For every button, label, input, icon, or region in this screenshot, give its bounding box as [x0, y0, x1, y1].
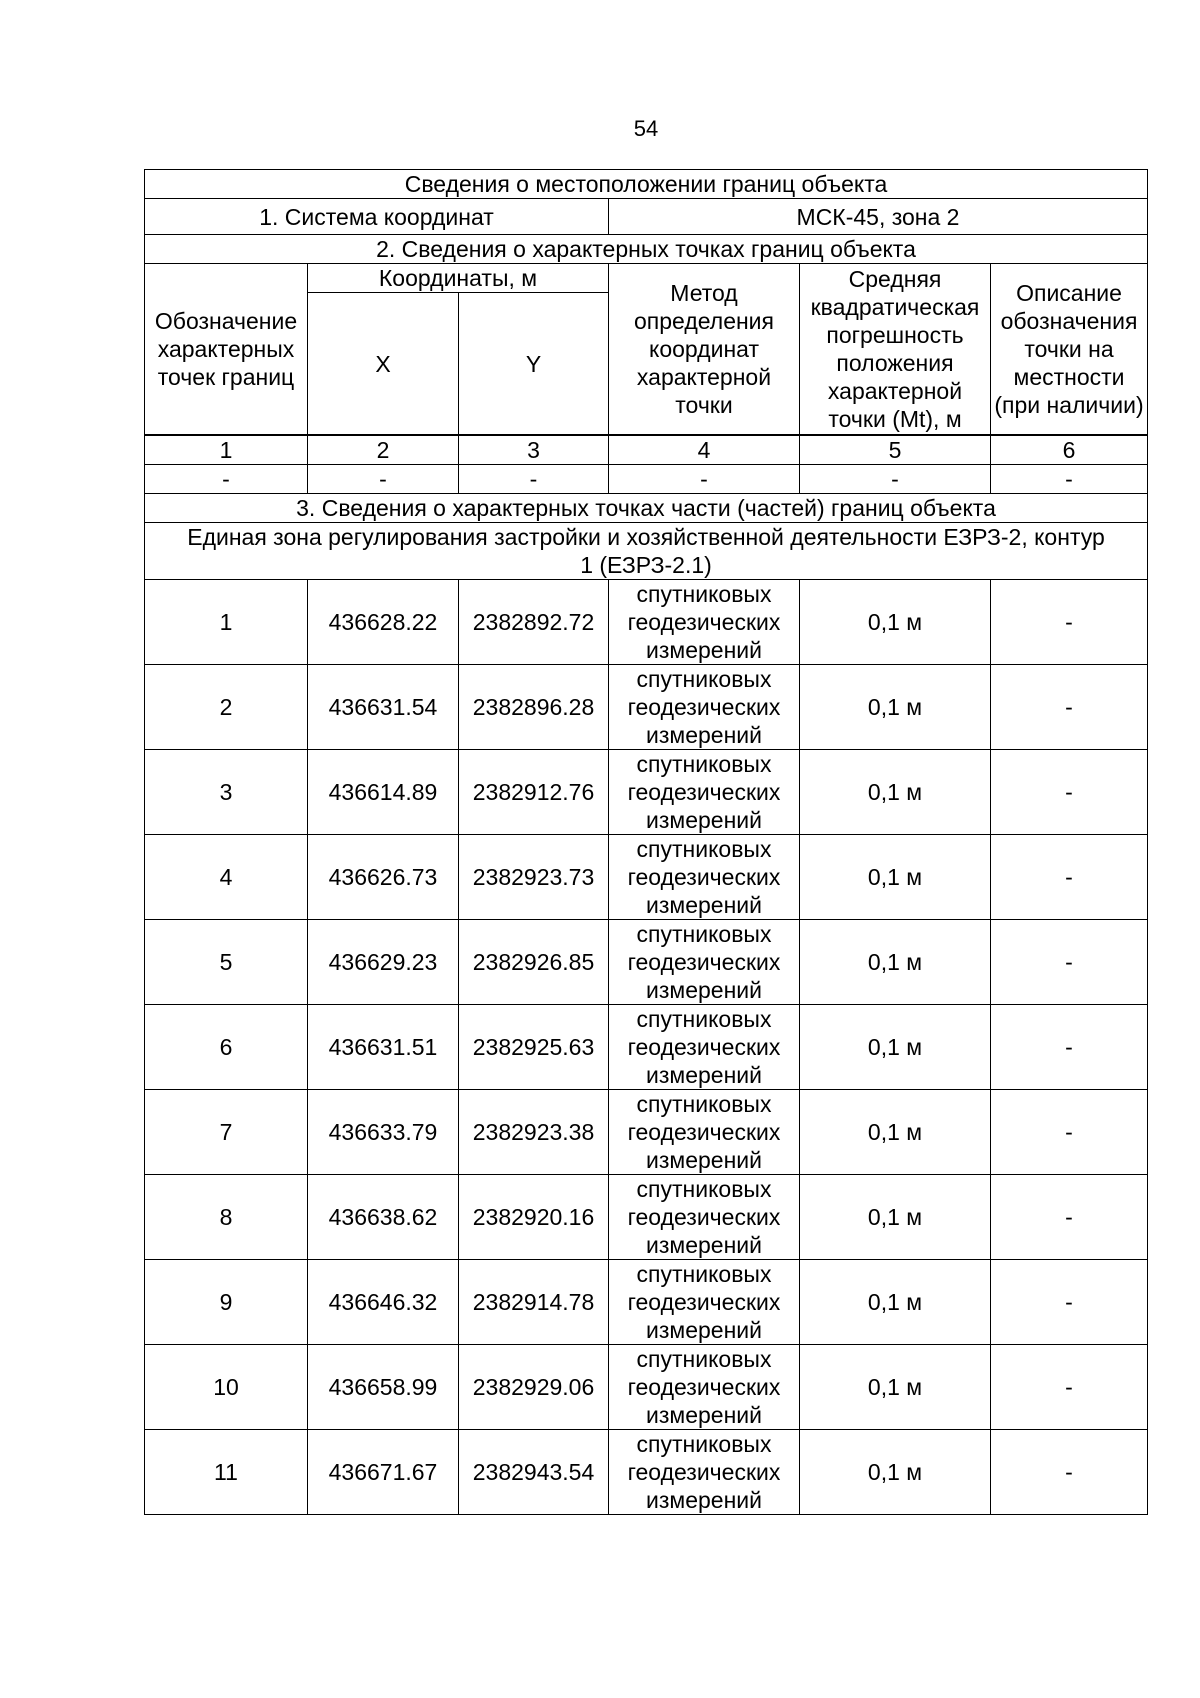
point-method: спутниковых геодезических измерений [609, 1005, 800, 1090]
point-method: спутниковых геодезических измерений [609, 835, 800, 920]
table-row [145, 665, 1148, 750]
point-number: 10 [145, 1345, 308, 1430]
empty-cell: - [308, 465, 459, 494]
table-title: Сведения о местоположении границ объекта [145, 170, 1148, 199]
coord-system-value: МСК-45, зона 2 [609, 199, 1148, 235]
point-description: - [991, 1175, 1148, 1260]
point-number: 11 [145, 1430, 308, 1515]
point-number: 2 [145, 665, 308, 750]
section2-title: 2. Сведения о характерных точках границ объекта [145, 235, 1148, 264]
coord-system-label: 1. Система координат [145, 199, 609, 235]
point-y: 2382896.28 [459, 665, 609, 750]
point-x: 436671.67 [308, 1430, 459, 1515]
point-error: 0,1 м [800, 1005, 991, 1090]
boundary-points-table [144, 169, 1148, 1515]
point-y: 2382926.85 [459, 920, 609, 1005]
point-error: 0,1 м [800, 750, 991, 835]
point-description: - [991, 1345, 1148, 1430]
point-error: 0,1 м [800, 1430, 991, 1515]
table-row [145, 920, 1148, 1005]
point-y: 2382912.76 [459, 750, 609, 835]
point-error: 0,1 м [800, 835, 991, 920]
point-x: 436631.51 [308, 1005, 459, 1090]
header-error: Средняя квадратическая погрешность положения характерной точки (Mt), м [800, 264, 991, 436]
point-x: 436658.99 [308, 1345, 459, 1430]
column-number: 3 [459, 435, 609, 465]
point-description: - [991, 1260, 1148, 1345]
point-description: - [991, 1005, 1148, 1090]
header-y: Y [459, 293, 609, 436]
point-error: 0,1 м [800, 580, 991, 665]
point-x: 436614.89 [308, 750, 459, 835]
header-coordinates: Координаты, м [308, 264, 609, 293]
point-x: 436626.73 [308, 835, 459, 920]
point-number: 9 [145, 1260, 308, 1345]
table-row [145, 580, 1148, 665]
table-row [145, 835, 1148, 920]
column-number: 1 [145, 435, 308, 465]
point-method: спутниковых геодезических измерений [609, 920, 800, 1005]
header-description: Описание обозначения точки на местности (при наличии) [991, 264, 1148, 436]
point-x: 436638.62 [308, 1175, 459, 1260]
point-description: - [991, 580, 1148, 665]
empty-cell: - [991, 465, 1148, 494]
point-description: - [991, 835, 1148, 920]
point-x: 436629.23 [308, 920, 459, 1005]
point-y: 2382923.38 [459, 1090, 609, 1175]
point-method: спутниковых геодезических измерений [609, 750, 800, 835]
point-error: 0,1 м [800, 665, 991, 750]
point-method: спутниковых геодезических измерений [609, 1345, 800, 1430]
point-x: 436633.79 [308, 1090, 459, 1175]
table-row [145, 1090, 1148, 1175]
table-row [145, 1005, 1148, 1090]
point-number: 4 [145, 835, 308, 920]
point-y: 2382914.78 [459, 1260, 609, 1345]
point-y: 2382943.54 [459, 1430, 609, 1515]
point-error: 0,1 м [800, 1345, 991, 1430]
column-number: 6 [991, 435, 1148, 465]
point-y: 2382925.63 [459, 1005, 609, 1090]
point-number: 3 [145, 750, 308, 835]
point-x: 436628.22 [308, 580, 459, 665]
point-method: спутниковых геодезических измерений [609, 1090, 800, 1175]
point-method: спутниковых геодезических измерений [609, 1260, 800, 1345]
header-method: Метод определения координат характерной точки [609, 264, 800, 436]
page-number: 54 [633, 116, 659, 141]
point-description: - [991, 920, 1148, 1005]
point-method: спутниковых геодезических измерений [609, 1430, 800, 1515]
point-y: 2382923.73 [459, 835, 609, 920]
empty-cell: - [459, 465, 609, 494]
point-x: 436646.32 [308, 1260, 459, 1345]
point-number: 1 [145, 580, 308, 665]
point-y: 2382929.06 [459, 1345, 609, 1430]
point-number: 8 [145, 1175, 308, 1260]
point-description: - [991, 1430, 1148, 1515]
table-row [145, 1260, 1148, 1345]
column-number: 5 [800, 435, 991, 465]
point-number: 5 [145, 920, 308, 1005]
point-description: - [991, 750, 1148, 835]
point-error: 0,1 м [800, 1090, 991, 1175]
empty-cell: - [145, 465, 308, 494]
point-y: 2382920.16 [459, 1175, 609, 1260]
header-x: X [308, 293, 459, 436]
section3-title: 3. Сведения о характерных точках части (частей) границ объекта [145, 494, 1148, 523]
point-method: спутниковых геодезических измерений [609, 665, 800, 750]
point-error: 0,1 м [800, 1260, 991, 1345]
point-description: - [991, 1090, 1148, 1175]
column-number: 2 [308, 435, 459, 465]
point-error: 0,1 м [800, 920, 991, 1005]
point-error: 0,1 м [800, 1175, 991, 1260]
table-row [145, 1345, 1148, 1430]
point-y: 2382892.72 [459, 580, 609, 665]
table-row [145, 1430, 1148, 1515]
column-number: 4 [609, 435, 800, 465]
table-row [145, 750, 1148, 835]
empty-cell: - [800, 465, 991, 494]
point-description: - [991, 665, 1148, 750]
table-row [145, 1175, 1148, 1260]
header-point-designation: Обозначение характерных точек границ [145, 264, 308, 436]
point-x: 436631.54 [308, 665, 459, 750]
point-method: спутниковых геодезических измерений [609, 1175, 800, 1260]
point-number: 6 [145, 1005, 308, 1090]
empty-cell: - [609, 465, 800, 494]
zone-title: Единая зона регулирования застройки и хозяйственной деятельности ЕЗРЗ-2, контур 1 (ЕЗРЗ-2.1) [145, 523, 1148, 580]
point-number: 7 [145, 1090, 308, 1175]
point-method: спутниковых геодезических измерений [609, 580, 800, 665]
